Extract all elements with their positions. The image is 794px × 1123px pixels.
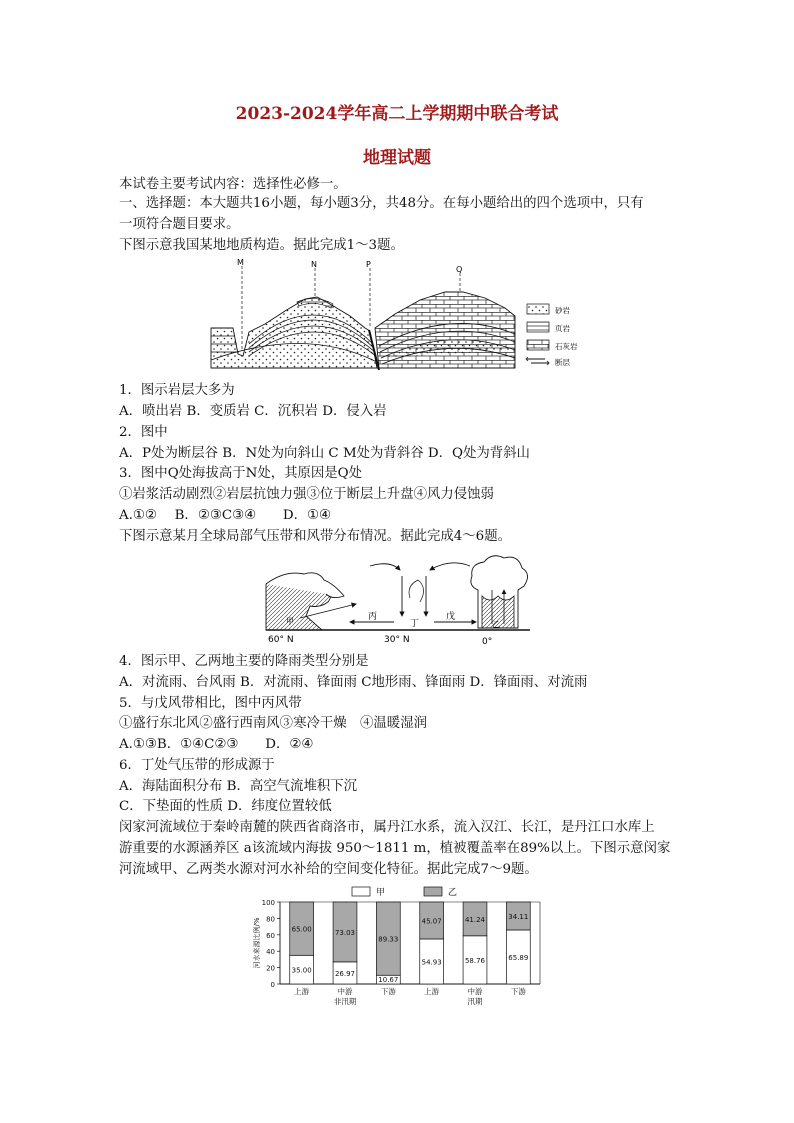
- x-category-label: 中游: [337, 987, 353, 996]
- q5-stem: 5．与戊风带相比，图中丙风带: [119, 696, 302, 711]
- x-category-label: 下游: [380, 987, 396, 996]
- y-tick-label: 0: [270, 981, 275, 989]
- geology-legend: [526, 304, 578, 367]
- data-label: 54.93: [421, 958, 442, 967]
- legend-swatch-1: [352, 887, 370, 896]
- q6-stem: 6．丁处气压带的形成源于: [119, 758, 275, 773]
- data-label: 45.07: [421, 917, 442, 926]
- legend-limestone: 石灰岩: [555, 342, 578, 351]
- label-q: Q: [456, 265, 463, 274]
- exam-title: 2023-2024学年高二上学期期中联合考试: [235, 104, 559, 124]
- y-tick-label: 100: [261, 899, 275, 907]
- data-label: 58.76: [464, 956, 486, 965]
- group3-stem-1: 闵家河流域位于秦岭南麓的陕西省商洛市，属丹江水系，流入汉江、长江，是丹江口水库上: [119, 820, 655, 835]
- group2-stem: 下图示意某月全球局部气压带和风带分布情况。据此完成4～6题。: [119, 529, 511, 544]
- q1-options: A．喷出岩 B．变质岩 C．沉积岩 D．侵入岩: [119, 404, 387, 419]
- q2-stem: 2．图中: [119, 425, 168, 440]
- legend-shale: 页岩: [555, 324, 570, 333]
- legend-fault: 断层: [555, 358, 570, 367]
- y-tick-label: 40: [266, 948, 275, 957]
- wind-belt-figure: [260, 546, 540, 650]
- y-axis-label: 河水来源比例/%: [253, 917, 261, 969]
- group3-stem-3: 河流域甲、乙两类水源对河水补给的空间变化特征。据此完成7～9题。: [119, 862, 538, 877]
- legend-swatch-2: [424, 887, 442, 896]
- data-label: 35.00: [291, 966, 312, 975]
- q3-choices: ①岩浆活动剧烈②岩层抗蚀力强③位于断层上升盘④风力侵蚀弱: [119, 487, 494, 502]
- label-yi: 乙: [492, 620, 500, 629]
- q3-options: A.①② B．②③C③④ D．①④: [119, 508, 331, 523]
- geology-figure: [205, 256, 615, 378]
- x-category-label: 上游: [294, 987, 310, 996]
- label-ding: 丁: [410, 619, 420, 629]
- q2-options: A．P处为断层谷 B．N处为向斜山 C M处为背斜谷 D．Q处为背斜山: [119, 446, 530, 461]
- scope-line: 本试卷主要考试内容：选择性必修一。: [119, 177, 347, 192]
- left-block: [211, 297, 377, 368]
- q5-options: A.①③B．①④C②③ D．②④: [119, 737, 314, 752]
- q5-choices: ①盛行东北风②盛行西南风③寒冷干燥 ④温暖湿润: [119, 716, 427, 731]
- stacked-bar-chart-svg: [248, 884, 548, 1010]
- label-p: P: [366, 260, 371, 269]
- lat-0: 0°: [482, 637, 493, 647]
- legend-label-1: 甲: [376, 888, 386, 898]
- data-label: 26.97: [334, 969, 356, 978]
- label-n: N: [311, 260, 317, 269]
- group1-stem: 下图示意我国某地地质构造。据此完成1～3题。: [119, 238, 404, 253]
- subject-title: 地理试题: [363, 148, 431, 168]
- section-instructions-1: 一、选择题：本大题共16小题，每小题3分，共48分。在每小题给出的四个选项中，只有: [119, 196, 644, 211]
- data-label: 89.33: [378, 935, 399, 944]
- geology-svg: [205, 256, 615, 378]
- data-label: 34.11: [508, 912, 529, 921]
- data-label: 41.24: [464, 915, 486, 924]
- data-label: 65.00: [291, 925, 312, 934]
- y-tick-label: 60: [266, 931, 275, 940]
- period-label: 非汛期: [333, 997, 357, 1006]
- y-tick-label: 20: [266, 964, 275, 973]
- y-tick-label: 80: [266, 915, 275, 924]
- group3-stem-2: 游重要的水源涵养区 a该流域内海拔 950～1811 m，植被覆盖率在89%以上。下图示意闵家: [119, 841, 671, 856]
- label-jia: 甲: [286, 617, 294, 626]
- q4-options: A．对流雨、台风雨 B．对流雨、锋面雨 C地形雨、锋面雨 D．锋面雨、对流雨: [119, 675, 588, 690]
- legend-sandstone: 砂岩: [555, 306, 570, 315]
- q3-stem: 3．图中Q处海拔高于N处，其原因是Q处: [119, 466, 363, 481]
- label-m: M: [237, 258, 244, 267]
- x-category-label: 中游: [467, 987, 483, 996]
- label-bing: 丙: [368, 612, 378, 622]
- wind-belt-svg: [260, 546, 540, 650]
- lat-60n: 60° N: [268, 635, 294, 645]
- right-block: [375, 292, 515, 368]
- q6-options-1: A．海陆面积分布 B．高空气流堆积下沉: [119, 779, 358, 794]
- x-category-label: 上游: [424, 987, 440, 996]
- q6-options-2: C．下垫面的性质 D．纬度位置较低: [119, 799, 332, 814]
- data-label: 73.03: [334, 928, 356, 937]
- q4-stem: 4．图示甲、乙两地主要的降雨类型分别是: [119, 654, 369, 669]
- label-wu: 戊: [446, 612, 456, 622]
- period-label: 汛期: [467, 997, 483, 1006]
- x-category-label: 下游: [510, 987, 526, 996]
- q1-stem: 1．图示岩层大多为: [119, 383, 235, 398]
- water-source-chart: [248, 884, 548, 1010]
- data-label: 10.67: [378, 976, 399, 984]
- legend-label-2: 乙: [448, 888, 458, 898]
- lat-30n: 30° N: [384, 635, 410, 645]
- data-label: 65.89: [508, 953, 529, 962]
- section-instructions-2: 一项符合题目要求。: [119, 217, 240, 232]
